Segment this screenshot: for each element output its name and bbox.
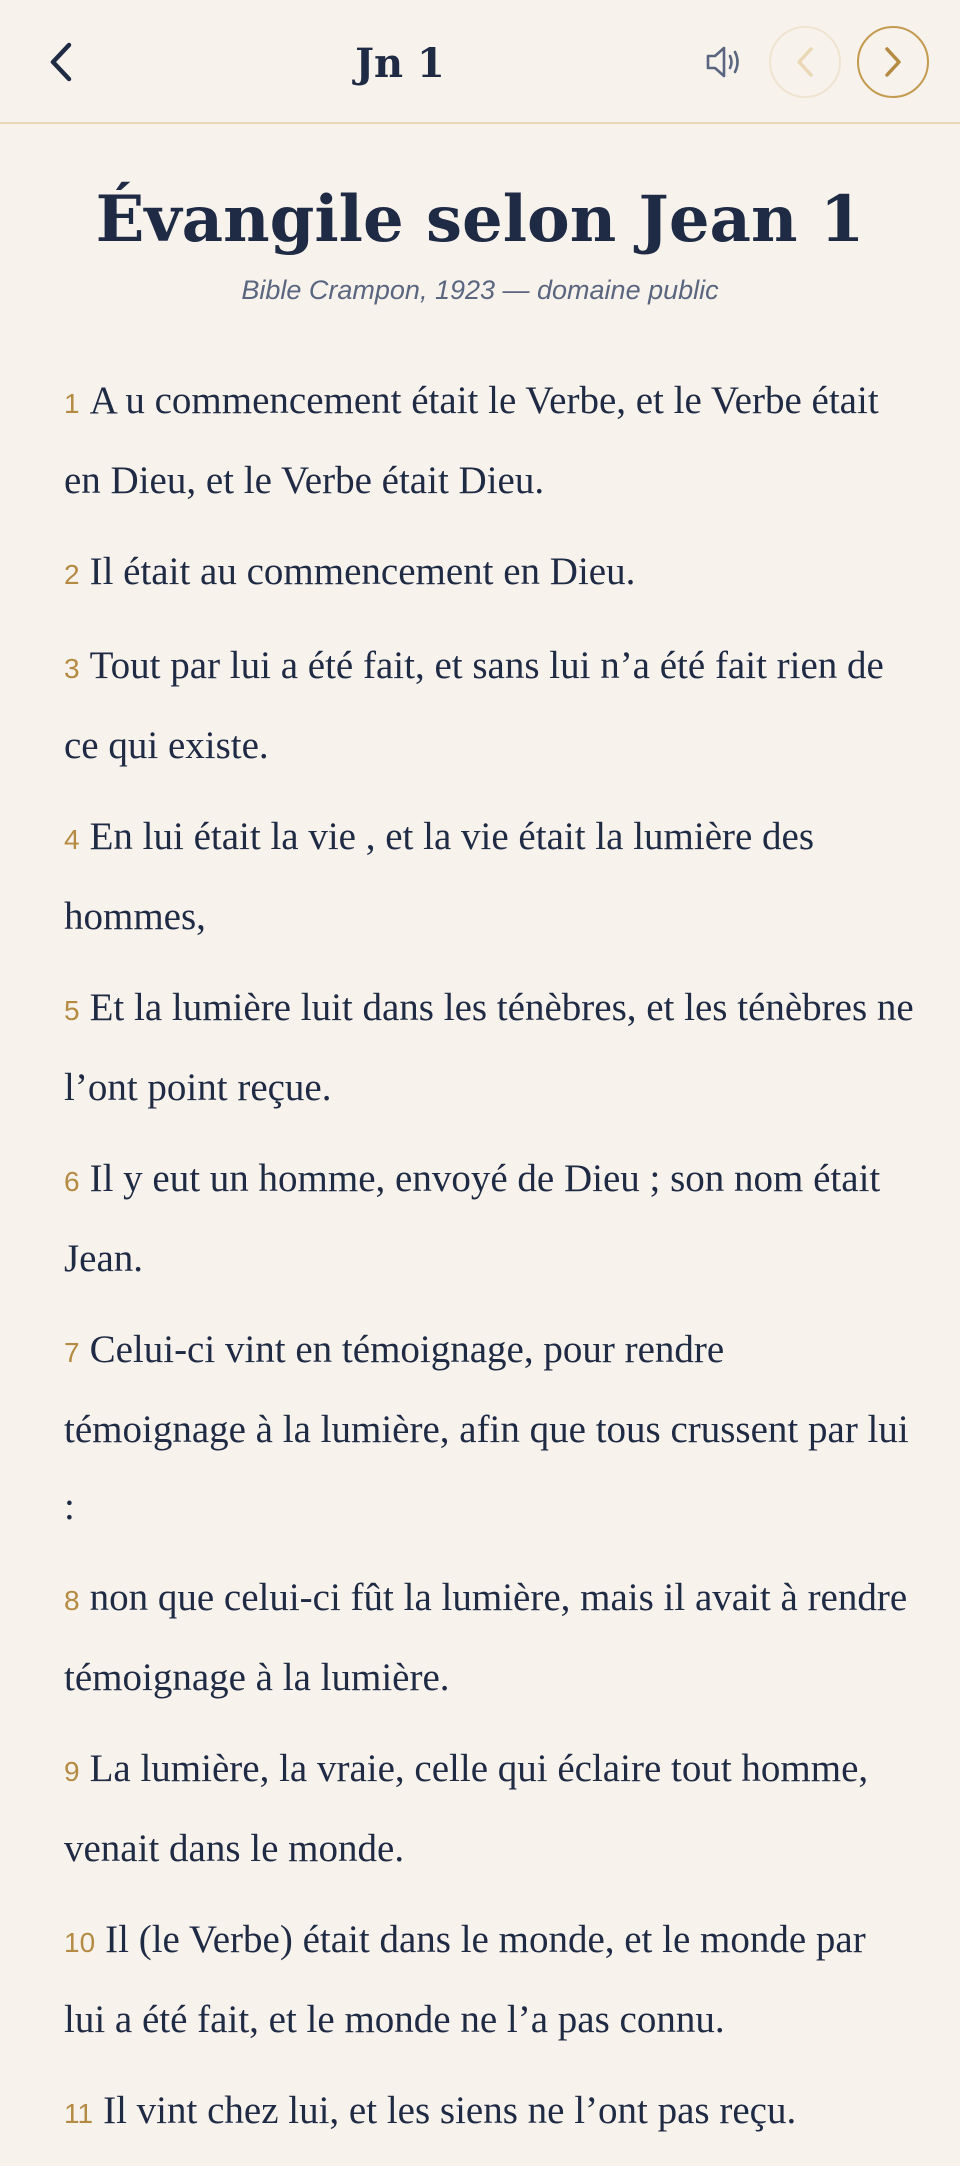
chapter-reference: Jn 1 [355, 40, 445, 87]
verse-number: 10 [64, 1927, 96, 1958]
verse-number: 11 [64, 2098, 94, 2129]
verse [64, 969, 914, 1126]
verse-text: Il (le Verbe) était dans le monde, et le monde par lui a été fait, et le monde ne l’a pas connu. [64, 1918, 866, 2041]
verse [64, 1559, 914, 1716]
verse-text: Celui-ci vint en témoignage, pour rendre témoignage à la lumière, afin que tous crussent par lui : [64, 1328, 909, 1528]
chevron-left-icon [47, 41, 77, 83]
verse-text: La lumière, la vraie, celle qui éclaire tout homme, venait dans le monde. [64, 1747, 869, 1870]
verse-text: non que celui-ci fût la lumière, mais il avait à rendre témoignage à la lumière. [64, 1576, 908, 1699]
verse [64, 533, 914, 613]
previous-chapter-button[interactable] [769, 26, 841, 98]
back-button[interactable] [34, 30, 90, 94]
next-chapter-button[interactable] [857, 26, 929, 98]
audio-button[interactable] [700, 36, 750, 88]
verse [64, 627, 914, 784]
verse-text: Il vint chez lui, et les siens ne l’ont pas reçu. [103, 2089, 797, 2132]
top-bar [0, 0, 960, 124]
verse-number: 7 [64, 1337, 80, 1368]
verse-list [64, 362, 914, 2166]
verse-text: Il était au commencement en Dieu. [89, 550, 636, 593]
speaker-icon [705, 44, 745, 80]
verse [64, 1901, 914, 2058]
verse-number: 5 [64, 995, 80, 1026]
verse [64, 2072, 914, 2152]
verse [64, 1730, 914, 1887]
verse-text: A u commencement était le Verbe, et le Verbe était en Dieu, et le Verbe était Dieu. [64, 379, 879, 502]
verse-number: 1 [64, 388, 80, 419]
verse [64, 1140, 914, 1297]
verse [64, 798, 914, 955]
translation-source: Bible Crampon, 1923 — domaine public [241, 275, 719, 305]
verse-text: Il y eut un homme, envoyé de Dieu ; son nom était Jean. [64, 1157, 881, 1280]
verse-text: En lui était la vie , et la vie était la lumière des hommes, [64, 815, 815, 938]
verse-number: 9 [64, 1756, 80, 1787]
verse-number: 4 [64, 824, 80, 855]
chapter-title: Évangile selon Jean 1 [95, 182, 865, 257]
chevron-right-icon [881, 44, 905, 80]
verse [64, 362, 914, 519]
verse [64, 1311, 914, 1545]
verse-number: 3 [64, 653, 80, 684]
verse-text: Tout par lui a été fait, et sans lui n’a été fait rien de ce qui existe. [64, 644, 884, 767]
verse-number: 2 [64, 559, 80, 590]
verse-number: 6 [64, 1166, 80, 1197]
chevron-left-icon [793, 44, 817, 80]
verse-text: Et la lumière luit dans les ténèbres, et les ténèbres ne l’ont point reçue. [64, 986, 914, 1109]
verse-number: 8 [64, 1585, 80, 1616]
